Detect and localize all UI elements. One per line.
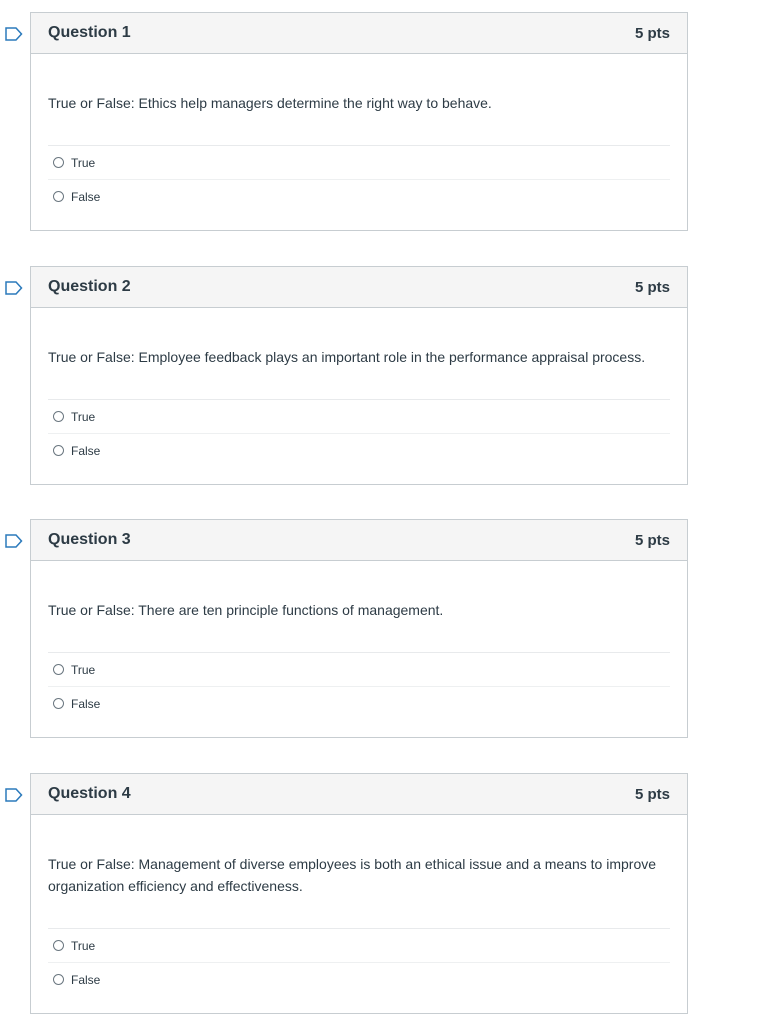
radio-button-icon[interactable] <box>53 445 64 456</box>
answer-list <box>48 653 670 737</box>
question-1 <box>30 12 688 231</box>
answer-label: True <box>71 155 96 170</box>
answer-option-false[interactable] <box>48 687 670 720</box>
answer-option-true[interactable] <box>48 929 670 963</box>
answer-option-false[interactable] <box>48 180 670 213</box>
answer-label: True <box>71 409 96 424</box>
answer-option-true[interactable] <box>48 653 670 687</box>
flag-question-icon[interactable] <box>5 534 23 548</box>
flag-question-icon[interactable] <box>5 27 23 41</box>
question-text: True or False: Employee feedback plays an important role in the performance appraisal process. <box>48 308 670 400</box>
answer-label: False <box>71 443 101 458</box>
question-points: 5 pts <box>634 278 670 296</box>
question-points: 5 pts <box>634 24 670 42</box>
radio-button-icon[interactable] <box>53 698 64 709</box>
answer-label: False <box>71 189 101 204</box>
answer-list <box>48 400 670 484</box>
answer-list <box>48 146 670 230</box>
question-header <box>31 774 687 815</box>
question-header <box>31 520 687 561</box>
question-text: True or False: Ethics help managers determine the right way to behave. <box>48 54 670 146</box>
radio-button-icon[interactable] <box>53 411 64 422</box>
question-2 <box>30 266 688 485</box>
radio-button-icon[interactable] <box>53 157 64 168</box>
question-text: True or False: There are ten principle functions of management. <box>48 561 670 653</box>
question-text: True or False: Management of diverse employees is both an ethical issue and a means to improve organization efficiency and effectiveness. <box>48 815 670 929</box>
answer-list <box>48 929 670 1013</box>
question-points: 5 pts <box>634 531 670 549</box>
radio-button-icon[interactable] <box>53 974 64 985</box>
question-3 <box>30 519 688 738</box>
answer-label: False <box>71 972 101 987</box>
question-title: Question 2 <box>48 278 131 295</box>
answer-option-false[interactable] <box>48 963 670 996</box>
radio-button-icon[interactable] <box>53 191 64 202</box>
question-title: Question 4 <box>48 785 131 802</box>
flag-question-icon[interactable] <box>5 788 23 802</box>
answer-label: False <box>71 696 101 711</box>
question-4 <box>30 773 688 1014</box>
answer-label: True <box>71 662 96 677</box>
question-header <box>31 13 687 54</box>
flag-question-icon[interactable] <box>5 281 23 295</box>
question-header <box>31 267 687 308</box>
question-body <box>31 561 687 737</box>
answer-option-true[interactable] <box>48 146 670 180</box>
question-body <box>31 54 687 230</box>
question-body <box>31 815 687 1013</box>
question-body <box>31 308 687 484</box>
answer-option-false[interactable] <box>48 434 670 467</box>
answer-label: True <box>71 938 96 953</box>
question-points: 5 pts <box>634 785 670 803</box>
radio-button-icon[interactable] <box>53 940 64 951</box>
question-title: Question 3 <box>48 531 131 548</box>
question-title: Question 1 <box>48 24 131 41</box>
answer-option-true[interactable] <box>48 400 670 434</box>
radio-button-icon[interactable] <box>53 664 64 675</box>
